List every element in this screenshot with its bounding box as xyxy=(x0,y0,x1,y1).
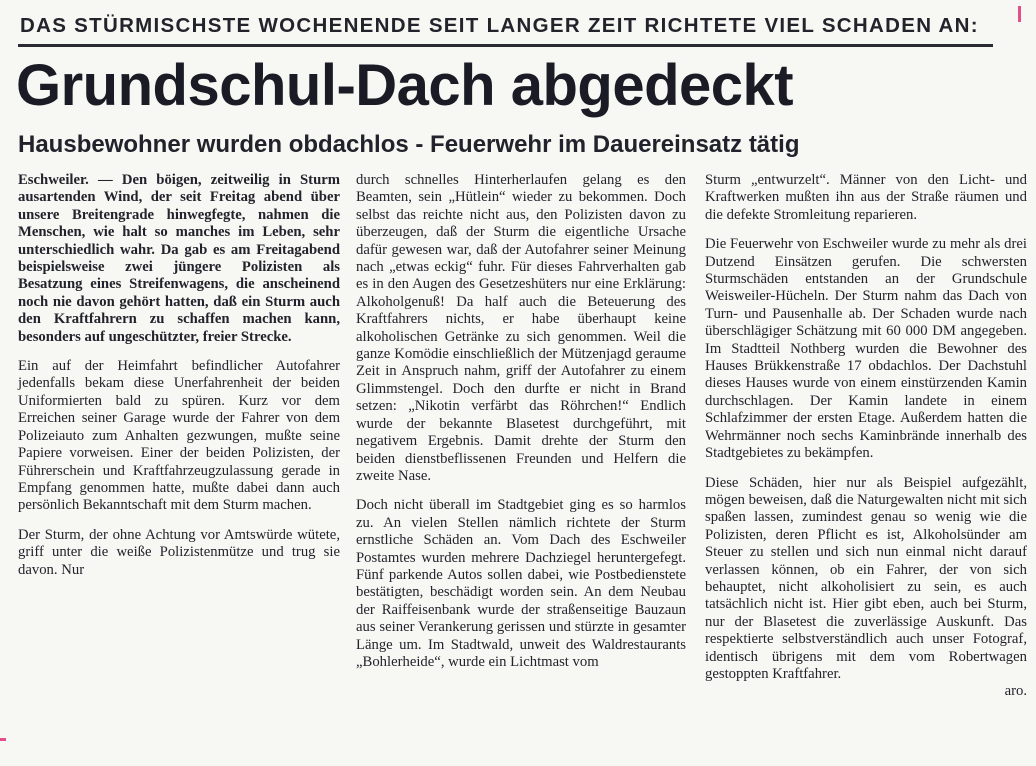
article-column-2 xyxy=(356,172,686,683)
paragraph: Ein auf der Heimfahrt befindlicher Autofahrer jedenfalls bekam diese Unerfahrenheit der beiden Uniformierten bald zu spüren. Kurz vor dem Erreichen seiner Garage wurde der Fahrer von dem Polizeiauto zum Anhalten gezwungen, mußte seine Papiere vorweisen. Einer der beiden Polizisten, der Führerschein und Kraftfahrzeugzulassung gerade in Empfang genommen hatte, mußte dabei dann auch persönlich Bekanntschaft mit dem Sturm machen. xyxy=(18,358,340,514)
highlighter-mark xyxy=(1018,6,1021,22)
headline: Grundschul-Dach abgedeckt xyxy=(16,53,794,118)
paragraph: Der Sturm, der ohne Achtung vor Amtswürde wütete, griff unter die weiße Polizistenmütze und trug sie davon. Nur xyxy=(18,526,340,578)
kicker-rule xyxy=(18,44,993,47)
kicker-line: DAS STÜRMISCHSTE WOCHENENDE SEIT LANGER ZEIT RICHTETE VIEL SCHADEN AN: xyxy=(20,14,979,37)
paragraph-lead: Eschweiler. — Den böigen, zeitweilig in Sturm ausartenden Wind, der seit Freitag abend über unsere Breitengrade hinwegfegte, nahmen die Menschen, wie halt so manches im Leben, sehr unterschiedlich wahr. Da gab es am Freitagabend beispielsweise zwei jüngere Polizisten als Besatzung eines Streifenwagens, die anscheinend noch nie davon gehört hatten, daß ein Sturm auch den Kraftfahrern zu schaffen machen kann, besonders auf ungeschützter, freier Strecke. xyxy=(18,172,340,345)
highlighter-mark xyxy=(0,738,6,741)
article-column-3 xyxy=(705,172,1027,713)
subheadline: Hausbewohner wurden obdachlos - Feuerwehr im Dauereinsatz tätig xyxy=(18,131,800,158)
paragraph: Sturm „entwurzelt“. Männer von den Licht- und Kraftwerken mußten ihn aus der Straße räumen und die defekte Stromleitung reparieren. xyxy=(705,172,1027,223)
paragraph: durch schnelles Hinterherlaufen gelang es den Beamten, sein „Hütlein“ wieder zu bekommen. Doch selbst das reichte nicht aus, den Polizisten davon zu überzeugen, daß der Sturm die eigentliche Ursache dafür gewesen war, daß der Autofahrer seiner Meinung nach „etwas eckig“ fuhr. Für dieses Fahrverhalten gab es in den Augen des Gesetzeshüters nur eine Erklärung: Alkoholgenuß! Da half auch die Beteuerung des Kraftfahrers nichts, er habe überhaupt keine alkoholischen Getränke zu sich genommen. Weil die ganze Komödie einschließlich der Mützenjagd geraume Zeit in Anspruch nahm, griff der Autofahrer zu einem Glimmstengel. Doch den durfte er nicht in Brand setzen: „Nikotin verfärbt das Röhrchen!“ Endlich wurde der bekannte Blasetest durchgeführt, mit negativem Ergebnis. Damit drehte der Sturm den beiden dienstbeflissenen Freunden und Helfern die zweite Nase. xyxy=(356,172,686,484)
author-signature: aro. xyxy=(1004,683,1027,700)
paragraph: Doch nicht überall im Stadtgebiet ging es so harmlos zu. An vielen Stellen nämlich richtete der Sturm ernstliche Schäden an. Vom Dach des Eschweiler Postamtes wurden mehrere Dachziegel heruntergefegt. Fünf parkende Autos sollen dabei, wie Postbedienstete bestätigten, beschädigt worden sein. An dem Neubau der Raiffeisenbank wurde der straßenseitige Bauzaun aus seiner Verankerung gerissen und stürzte in gesamter Länge um. Im Stadtwald, unweit des Waldrestaurants „Bohlerheide“, wurde ein Lichtmast vom xyxy=(356,497,686,670)
article-column-1 xyxy=(18,172,340,591)
paragraph: Die Feuerwehr von Eschweiler wurde zu mehr als drei Dutzend Einsätzen gerufen. Die schwersten Sturmschäden entstanden an der Grundschule Weisweiler-Hücheln. Der Sturm nahm das Dach von Turn- und Pausenhalle ab. Der Schaden wurde nach überschlägiger Schätzung mit 60 000 DM angegeben. Im Stadtteil Nothberg wurden die Bewohner des Hauses Brükkenstraße 17 obdachlos. Der Dachstuhl dieses Hauses wurde von einem einstürzenden Kamin durchschlagen. Der Kamin landete in einem Schlafzimmer der ersten Etage. Außerdem hatten die Wehrmänner noch sechs Kaminbrände innerhalb des Stadtgebietes zu bekämpfen. xyxy=(705,236,1027,462)
paragraph: Diese Schäden, hier nur als Beispiel aufgezählt, mögen beweisen, daß die Naturgewalten nicht mit sich spaßen lassen, zumindest genau so wenig wie die Polizisten, deren Pflicht es ist, Alkoholsünder am Steuer zu stellen und sich nun einmal nicht darauf verlassen können, ob ein Fahrer, der von sich behauptet, nicht alkoholisiert zu sein, es auch tatsächlich nicht ist. Hier gibt eben, auch bei Sturm, nur der Blasetest die zuverlässige Auskunft. Das respektierte selbstverständlich auch unser Fotograf, identisch übrigens mit dem vom Robertwagen gestoppten Kraftfahrer. xyxy=(705,474,1027,682)
